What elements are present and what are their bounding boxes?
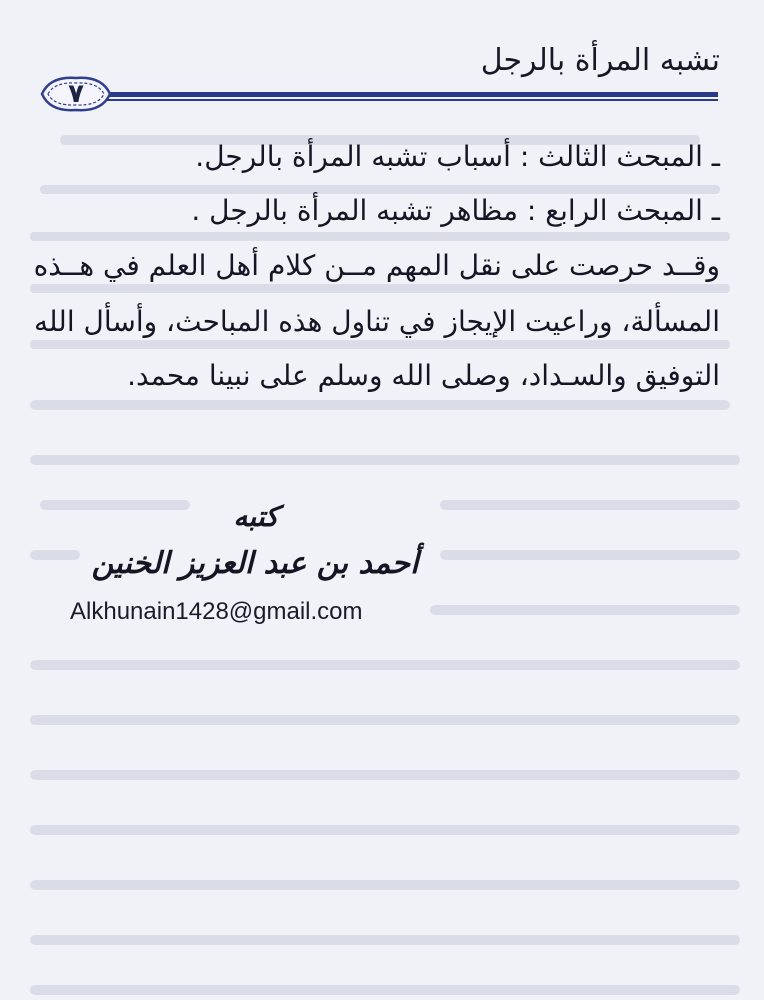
paragraph-line: المسألة، وراعيت الإيجاز في تناول هذه المباحث، وأسأل الله bbox=[34, 305, 720, 338]
header-rule bbox=[86, 92, 718, 97]
header-rule-thin bbox=[86, 99, 718, 101]
paragraph-line: التوفيق والسـداد، وصلى الله وسلم على نبينا محمد. bbox=[127, 359, 720, 392]
signature-label: كتبه bbox=[233, 500, 279, 533]
author-name: أحمد بن عبد العزيز الخنين bbox=[91, 546, 419, 581]
running-title: تشبه المرأة بالرجل bbox=[480, 43, 720, 78]
paragraph-line: وقــد حرصت على نقل المهم مــن كلام أهل العلم في هــذه bbox=[33, 249, 720, 282]
list-item-third-section: ـ المبحث الثالث : أسباب تشبه المرأة بالرجل. bbox=[195, 140, 720, 173]
author-email: Alkhunain1428@gmail.com bbox=[70, 598, 363, 625]
list-item-fourth-section: ـ المبحث الرابع : مظاهر تشبه المرأة بالرجل . bbox=[191, 194, 720, 227]
page-number: ٧ bbox=[68, 79, 84, 109]
